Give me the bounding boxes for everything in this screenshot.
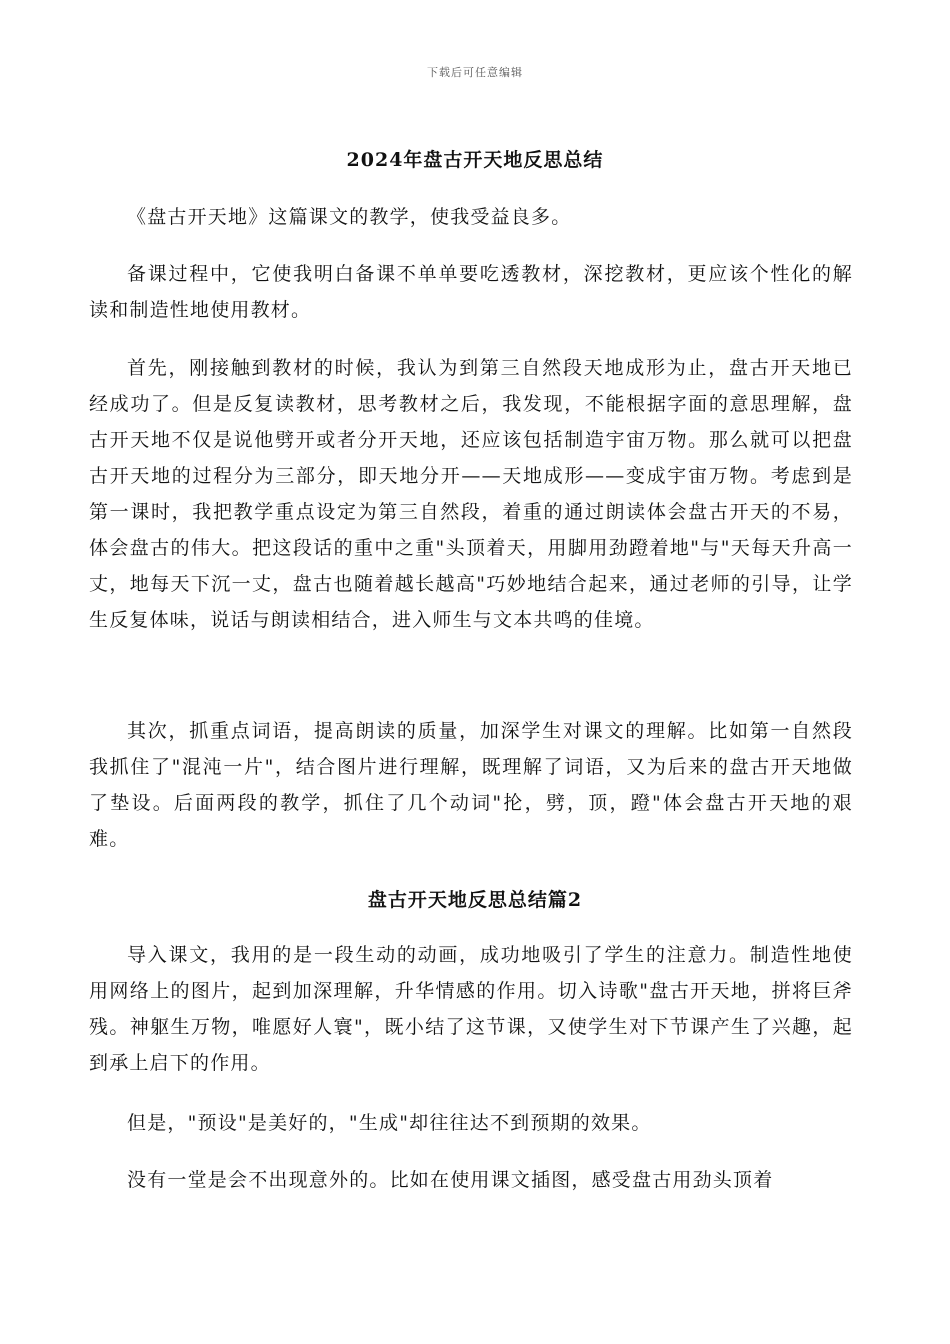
- paragraph-introduction-lesson: 导入课文，我用的是一段生动的动画，成功地吸引了学生的注意力。制造性地使用网络上的图片，起到加深理解，升华情感的作用。切入诗歌"盘古开天地，拼将巨斧残。神躯生万物，唯愿好人寰"，既小结了这节课，又使学生对下节课产生了兴趣，起到承上启下的作用。: [89, 944, 853, 1074]
- paragraph-preparation: 备课过程中，它使我明白备课不单单要吃透教材，深挖教材，更应该个性化的解读和制造性地使用教材。: [89, 263, 853, 321]
- paragraph-intro: 《盘古开天地》这篇课文的教学，使我受益良多。: [127, 206, 572, 228]
- paragraph-second-point: 其次，抓重点词语，提高朗读的质量，加深学生对课文的理解。比如第一自然段我抓住了"混沌一片"，结合图片进行理解，既理解了词语，又为后来的盘古开天地做了垫设。后面两段的教学，抓住了几个动词"抡，劈，顶，蹬"体会盘古开天地的艰难。: [89, 720, 853, 850]
- section-title: 盘古开天地反思总结篇2: [367, 889, 583, 911]
- paragraph-however: 但是，"预设"是美好的，"生成"却往往达不到预期的效果。: [127, 1112, 652, 1134]
- page-header-note: 下载后可任意编辑: [427, 66, 523, 79]
- paragraph-unexpected: 没有一堂是会不出现意外的。比如在使用课文插图，感受盘古用劲头顶着: [127, 1169, 774, 1191]
- paragraph-first-point: 首先，刚接触到教材的时候，我认为到第三自然段天地成形为止，盘古开天地已经成功了。但是反复读教材，思考教材之后，我发现，不能根据字面的意思理解，盘古开天地不仅是说他劈开或者分开天地，还应该包括制造宇宙万物。那么就可以把盘古开天地的过程分为三部分，即天地分开——天地成形——变成宇宙万物。考虑到是第一课时，我把教学重点设定为第三自然段，着重的通过朗读体会盘古开天的不易，体会盘古的伟大。把这段话的重中之重"头顶着天，用脚用劲蹬着地"与"天每天升高一丈，地每天下沉一丈，盘古也随着越长越高"巧妙地结合起来，通过老师的引导，让学生反复体味，说话与朗读相结合，进入师生与文本共鸣的佳境。: [89, 357, 853, 631]
- document-title: 2024年盘古开天地反思总结: [346, 149, 604, 171]
